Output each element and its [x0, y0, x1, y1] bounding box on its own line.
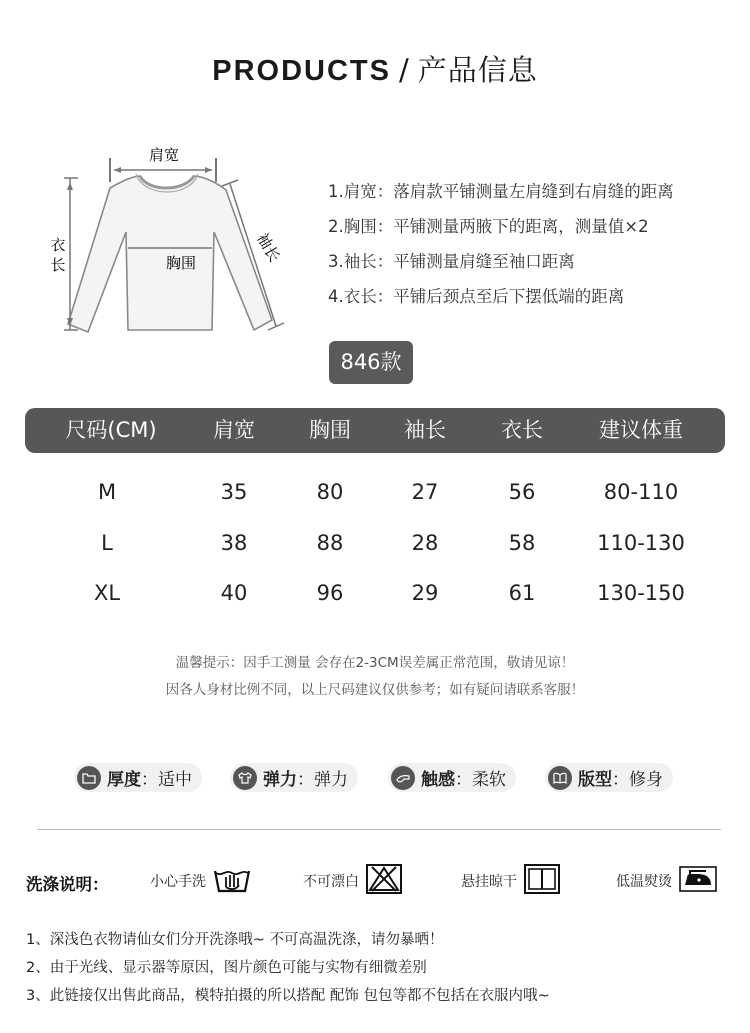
diagram-label-length-2: 长 [50, 256, 66, 274]
wash-item-low-iron [616, 863, 718, 899]
diagram-label-chest: 胸围 [165, 254, 197, 272]
folder-icon [77, 766, 101, 790]
cell-sleeve: 28 [411, 531, 439, 555]
cell-length: 61 [508, 581, 536, 605]
diagram-label-length-1: 衣 [50, 236, 66, 254]
cell-chest: 88 [316, 531, 344, 555]
note-length: 4.衣长：平铺后颈点至后下摆低端的距离 [328, 287, 625, 306]
feature-value: 适中 [158, 770, 192, 790]
notice-line: 3、此链接仅出售此商品，模特拍摄的所以搭配 配饰 包包等都不包括在衣服内哦~ [26, 988, 550, 1004]
wash-item-no-bleach [303, 863, 403, 899]
feature-thickness: 厚度：适中 [74, 763, 202, 792]
page-title [0, 48, 750, 89]
table-row [25, 518, 725, 568]
feature-label: 版型 [578, 770, 612, 790]
section-divider [37, 829, 721, 830]
feature-label: 触感 [421, 770, 455, 790]
title-english: PRODUCTS [212, 55, 391, 87]
note-sleeve: 3.袖长：平铺测量肩缝至袖口距离 [328, 252, 575, 271]
feature-value: 柔软 [472, 770, 506, 790]
feature-value: 弹力 [314, 770, 348, 790]
sizing-tips [0, 650, 750, 704]
cell-shoulder: 40 [220, 581, 248, 605]
notice-line: 2、由于光线、显示器等原因，图片颜色可能与实物有细微差别 [26, 960, 427, 976]
feature-elasticity: 弹力：弹力 [230, 763, 358, 792]
cell-chest: 80 [316, 480, 344, 504]
title-chinese: 产品信息 [417, 53, 538, 87]
header-weight: 建议体重 [599, 418, 683, 442]
title-separator: / [398, 53, 410, 87]
notices [26, 926, 736, 1010]
cell-length: 56 [508, 480, 536, 504]
cell-shoulder: 35 [220, 480, 248, 504]
line-dry-icon [523, 863, 561, 899]
hand-icon [391, 766, 415, 790]
cell-chest: 96 [316, 581, 344, 605]
tip-line: 温馨提示：因手工测量 会存在2-3CM误差属正常范围，敬请见谅！ [175, 655, 575, 671]
feature-label: 厚度 [107, 770, 141, 790]
table-row [25, 568, 725, 618]
book-icon [548, 766, 572, 790]
size-table-header [25, 408, 725, 453]
cell-weight: 130-150 [597, 581, 685, 605]
diagram-label-shoulder: 肩宽 [148, 146, 180, 164]
wash-label: 不可漂白 [303, 874, 359, 890]
wash-label: 悬挂晾干 [461, 874, 517, 890]
notice-line: 1、深浅色衣物请仙女们分开洗涤哦~ 不可高温洗涤，请勿暴晒！ [26, 932, 444, 948]
low-iron-icon [678, 863, 718, 899]
tip-line: 因各人身材比例不同，以上尺码建议仅供参考；如有疑问请联系客服！ [165, 682, 585, 698]
feature-touch: 触感：柔软 [388, 763, 516, 792]
header-chest: 胸围 [309, 418, 351, 442]
wash-item-hand-wash [150, 863, 252, 899]
feature-label: 弹力 [263, 770, 297, 790]
header-length: 衣长 [501, 418, 543, 442]
cell-shoulder: 38 [220, 531, 248, 555]
diagram-label-sleeve: 袖长 [253, 230, 284, 265]
shirt-icon [233, 766, 257, 790]
cell-size: L [101, 531, 113, 555]
feature-fit: 版型：修身 [545, 763, 673, 792]
cell-length: 58 [508, 531, 536, 555]
wash-label: 小心手洗 [150, 874, 206, 890]
no-bleach-icon [365, 863, 403, 899]
washing-title: 洗涤说明： [26, 875, 109, 894]
feature-value: 修身 [629, 770, 663, 790]
note-shoulder: 1.肩宽：落肩款平铺测量左肩缝到右肩缝的距离 [328, 182, 674, 201]
cell-sleeve: 29 [411, 581, 439, 605]
measurement-notes [328, 178, 738, 318]
wash-label: 低温熨烫 [616, 874, 672, 890]
wash-item-line-dry [461, 863, 561, 899]
cell-size: XL [93, 581, 121, 605]
cell-sleeve: 27 [411, 480, 439, 504]
cell-size: M [97, 480, 117, 504]
cell-weight: 80-110 [603, 480, 679, 504]
cell-weight: 110-130 [597, 531, 685, 555]
table-row [25, 467, 725, 517]
header-shoulder: 肩宽 [213, 418, 255, 442]
measurement-diagram [44, 140, 294, 340]
hand-wash-icon [212, 863, 252, 899]
header-size: 尺码(CM) [65, 418, 157, 442]
header-sleeve: 袖长 [404, 418, 446, 442]
sweater-diagram-svg [44, 140, 294, 340]
note-chest: 2.胸围：平铺测量两腋下的距离，测量值×2 [328, 217, 649, 236]
style-number-badge: 846款 [329, 341, 413, 384]
